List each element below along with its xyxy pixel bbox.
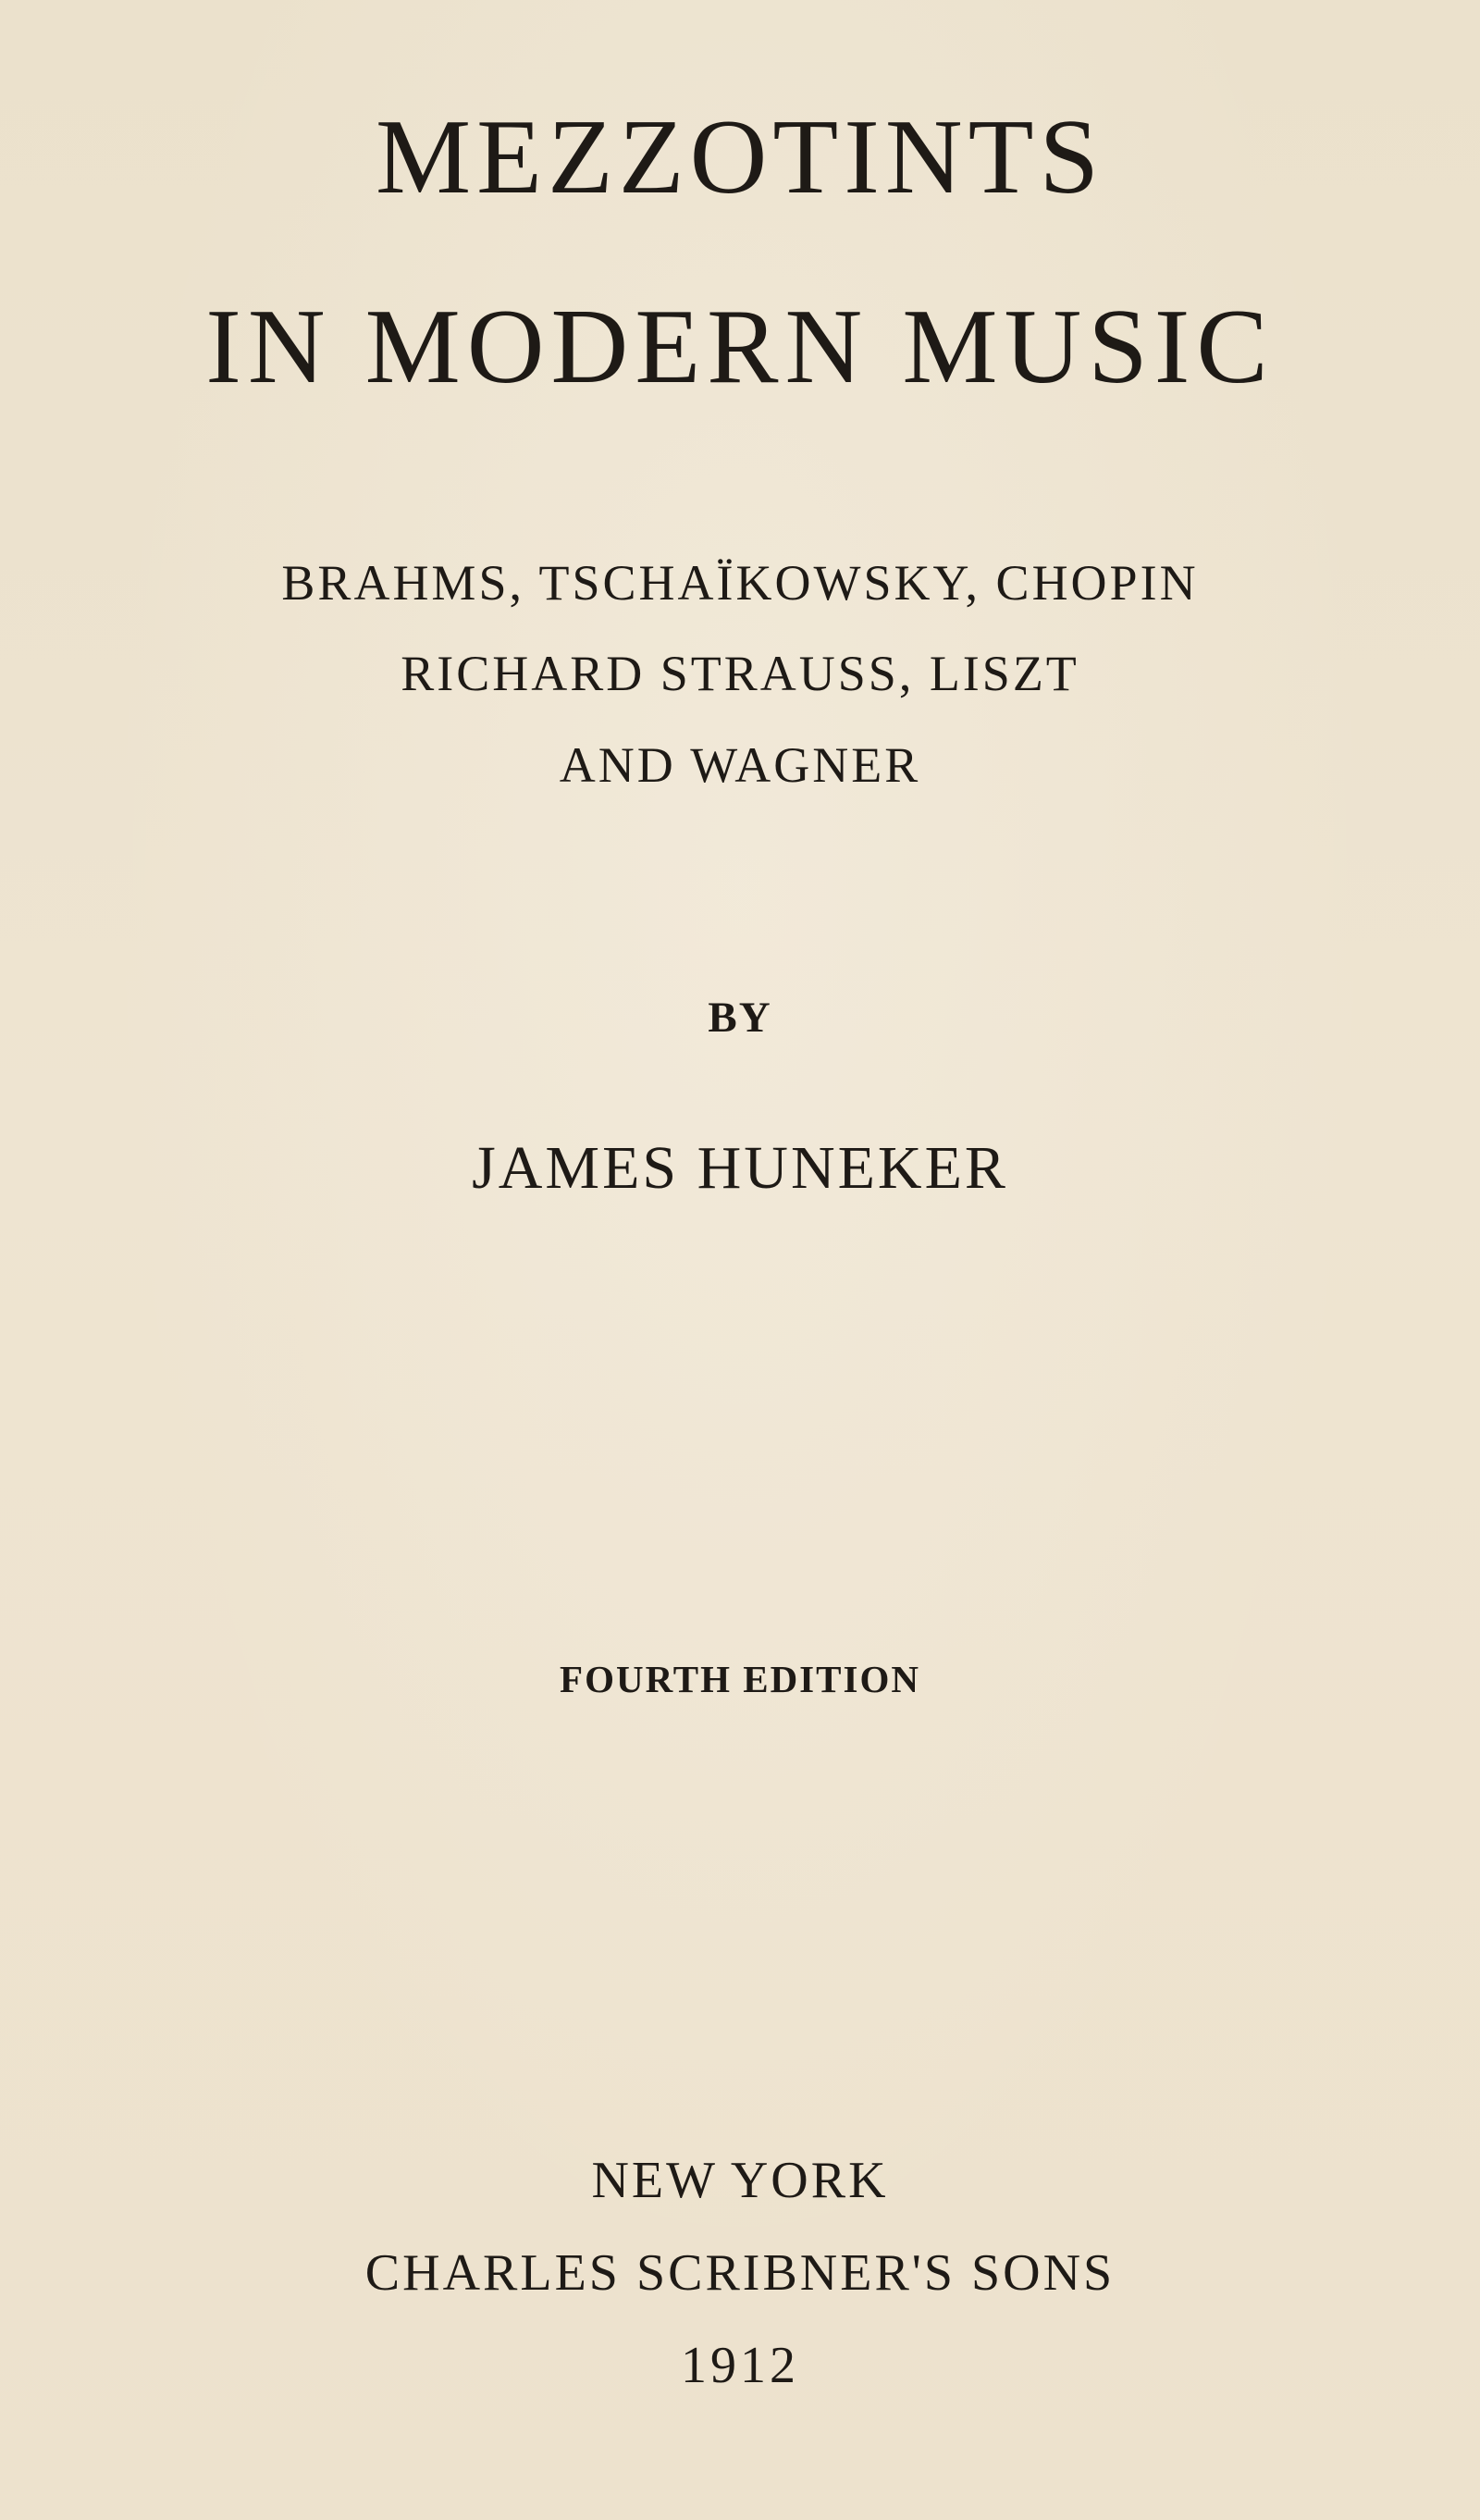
imprint-place: NEW YORK	[591, 2152, 889, 2209]
book-title-line-1: MEZZOTINTS	[375, 98, 1105, 216]
subtitle-line-1: BRAHMS, TSCHAÏKOWSKY, CHOPIN	[281, 555, 1199, 611]
imprint-publisher: CHARLES SCRIBNER'S SONS	[364, 2244, 1116, 2302]
book-title-line-2: IN MODERN MUSIC	[205, 288, 1275, 406]
subtitle-line-2: RICHARD STRAUSS, LISZT	[401, 646, 1079, 701]
imprint-year: 1912	[681, 2337, 799, 2394]
author-name: JAMES HUNEKER	[472, 1134, 1008, 1202]
subtitle-line-3: AND WAGNER	[559, 737, 921, 793]
edition-statement: FOURTH EDITION	[560, 1658, 920, 1700]
by-line: BY	[708, 994, 772, 1042]
